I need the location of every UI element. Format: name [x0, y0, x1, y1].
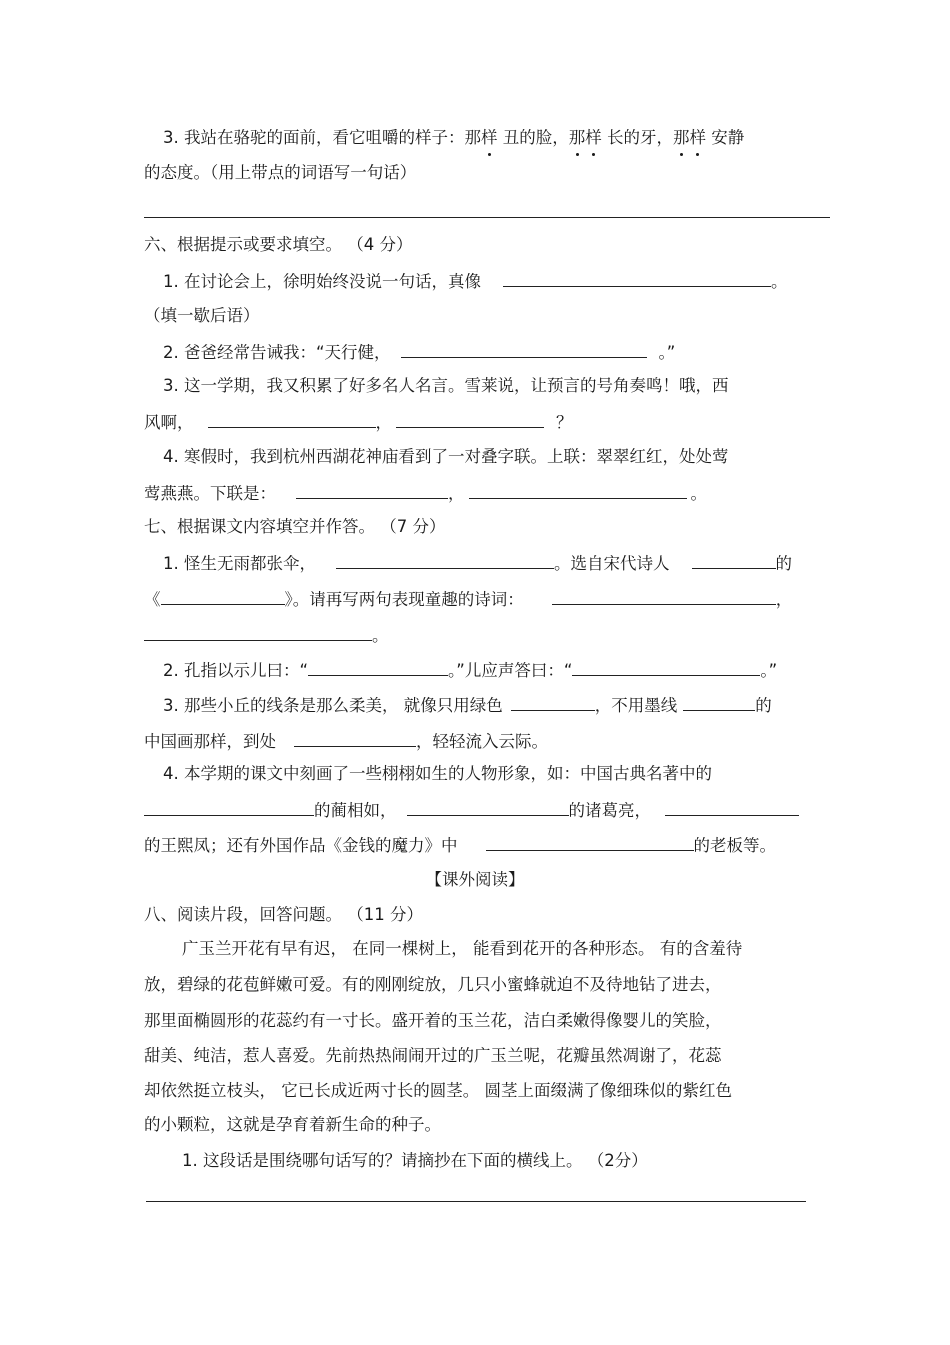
section-7-title: 七、根据课文内容填空并作答。 （7 分）: [144, 517, 446, 536]
s6-q3-line2: [144, 411, 573, 434]
s6-q3-line1: 3. 这一学期，我又积累了好多名人名言。雪莱说，让预言的号角奏鸣！哦，西: [163, 376, 729, 395]
section-heading-extra-reading: 【课外阅读】: [425, 870, 525, 889]
s6-q2-text: 2. 爸爸经常告诫我：“天行健，: [163, 343, 391, 362]
s7-q2-text: 2. 孔指以示儿曰：“: [163, 661, 309, 680]
s6-q4-line2: [144, 482, 707, 505]
fill-blank[interactable]: [294, 730, 416, 747]
fill-blank[interactable]: [683, 694, 755, 711]
s7-q3-line1: [163, 694, 772, 717]
s7-q4-line3: [144, 834, 776, 857]
passage-line: 那里面椭圆形的花蕊约有一寸长。盛开着的玉兰花，洁白柔嫩得像婴儿的笑脸，: [144, 1011, 722, 1030]
s7-q1-line1: [163, 552, 792, 575]
q5-3-line2: 的态度。（用上带点的词语写一句话）: [144, 163, 417, 182]
s7-q3-text: 中国画那样，到处: [144, 732, 276, 751]
punct: ？: [556, 413, 573, 432]
passage-line: 甜美、纯洁，惹人喜爱。先前热热闹闹开过的广玉兰呢，花瓣虽然凋谢了，花蕊: [144, 1046, 722, 1065]
fill-blank[interactable]: [692, 552, 776, 569]
fill-blank[interactable]: [407, 799, 569, 816]
punct: 《: [144, 590, 161, 609]
s6-q4-line1: 4. 寒假时，我到杭州西湖花神庙看到了一对叠字联。上联：翠翠红红，处处莺: [163, 447, 729, 466]
fill-blank[interactable]: [336, 552, 554, 569]
punct: 。”: [760, 661, 778, 680]
fill-blank[interactable]: [503, 270, 771, 287]
punct: ，: [448, 484, 465, 503]
section-6-title: 六、根据提示或要求填空。 （4 分）: [144, 235, 413, 254]
fill-blank[interactable]: [308, 659, 448, 676]
q5-3-text: 长的牙，: [601, 128, 673, 147]
fill-blank[interactable]: [296, 482, 448, 499]
fill-blank[interactable]: [572, 659, 760, 676]
s6-q4-text: 莺燕燕。下联是：: [144, 484, 276, 503]
fill-blank[interactable]: [552, 588, 776, 605]
s7-q3-text: ，不用墨线: [594, 696, 678, 715]
passage-line: 放，碧绿的花苞鲜嫩可爱。有的刚刚绽放，几只小蜜蜂就迫不及待地钻了进去，: [144, 975, 722, 994]
fill-blank[interactable]: [665, 799, 799, 816]
passage-line: 却依然挺立枝头， 它已长成近两寸长的圆茎。 圆茎上面缀满了像细珠似的紫红色: [144, 1081, 732, 1100]
fill-blank[interactable]: [396, 411, 544, 428]
fill-blank[interactable]: [144, 624, 372, 641]
passage-line: 的小颗粒，这就是孕育着新生命的种子。: [144, 1115, 441, 1134]
section-8-title: 八、阅读片段，回答问题。 （11 分）: [144, 905, 423, 924]
s6-q1-text: 1. 在讨论会上，徐明始终没说一句话，真像: [163, 272, 481, 291]
punct: ，: [375, 413, 392, 432]
s7-q2: [163, 659, 777, 682]
s7-q4-text: 的诸葛亮，: [568, 801, 651, 820]
passage-line: 广玉兰开花有早有迟， 在同一棵树上， 能看到花开的各种形态。 有的含羞待: [182, 939, 743, 958]
punct: ，: [775, 590, 793, 609]
dotted-word-char: 那: [464, 128, 481, 147]
s7-q3-text: 的: [755, 696, 772, 715]
answer-line[interactable]: [144, 217, 830, 218]
fill-blank[interactable]: [161, 588, 285, 605]
fill-blank[interactable]: [208, 411, 376, 428]
answer-line[interactable]: [146, 1201, 806, 1202]
s7-q3-text: ，轻轻流入云际。: [416, 732, 548, 751]
s7-q1-text: 。选自宋代诗人: [554, 554, 670, 573]
s7-q4-line2: [144, 799, 799, 822]
dotted-word-char: 那: [673, 128, 690, 147]
s7-q3-line2: [144, 730, 548, 753]
q5-3-text: 丑的脸，: [497, 128, 569, 147]
s6-q1-line2: （填一歇后语）: [144, 306, 260, 325]
s7-q1-text: 1. 怪生无雨都张伞，: [163, 554, 316, 573]
s7-q4-text: 的老板等。: [693, 836, 776, 855]
punct: 。: [771, 272, 788, 291]
q5-3-line1: [163, 127, 744, 149]
s7-q4-text: 的蔺相如，: [314, 801, 397, 820]
fill-blank[interactable]: [401, 341, 647, 358]
s7-q1-line3: [144, 624, 389, 647]
punct: 。: [690, 484, 707, 503]
s7-q1-line2: [144, 588, 792, 611]
dotted-word-char: 样: [481, 128, 498, 147]
s7-q2-text: 。”儿应声答曰：“: [448, 661, 573, 680]
s6-q2: [163, 341, 675, 364]
s8-q1: 1. 这段话是围绕哪句话写的？请摘抄在下面的横线上。 （2分）: [182, 1151, 648, 1170]
s7-q1-text: 》。请再写两句表现童趣的诗词：: [284, 590, 524, 609]
s6-q1: [163, 270, 788, 293]
fill-blank[interactable]: [486, 834, 694, 851]
fill-blank[interactable]: [511, 694, 595, 711]
punct: 。”: [658, 343, 676, 362]
s7-q4-line1: 4. 本学期的课文中刻画了一些栩栩如生的人物形象，如：中国古典名著中的: [163, 764, 712, 783]
q5-3-text: 安静: [706, 128, 745, 147]
punct: 。: [372, 626, 389, 645]
s6-q3-text: 风啊，: [144, 413, 194, 432]
dotted-word-char: 样: [585, 128, 602, 147]
s7-q3-text: 3. 那些小丘的线条是那么柔美， 就像只用绿色: [163, 696, 503, 715]
dotted-word-char: 样: [689, 128, 706, 147]
fill-blank[interactable]: [144, 799, 314, 816]
s7-q4-text: 的王熙凤；还有外国作品《金钱的魔力》中: [144, 836, 458, 855]
fill-blank[interactable]: [469, 482, 687, 499]
dotted-word-char: 那: [568, 128, 586, 147]
s7-q1-text: 的: [775, 554, 792, 573]
q5-3-prompt: 3. 我站在骆驼的面前，看它咀嚼的样子：: [163, 128, 465, 147]
